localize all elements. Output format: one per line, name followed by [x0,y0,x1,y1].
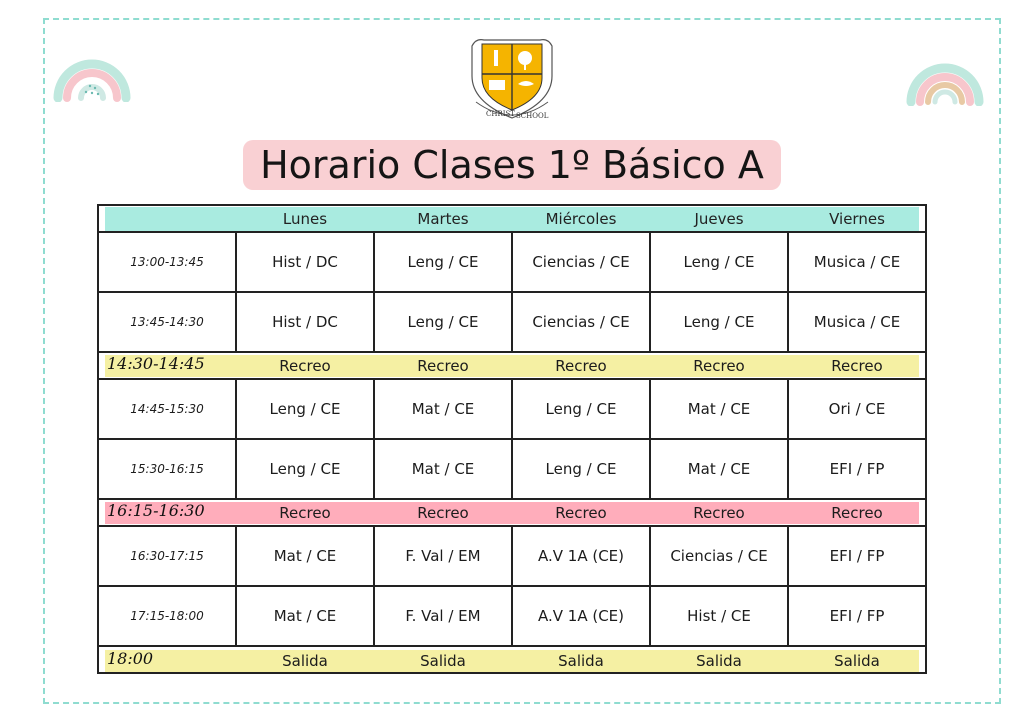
class-cell: Ori / CE [828,400,886,418]
class-cell: Hist / DC [272,313,338,331]
time-cell: 13:00-13:45 [130,255,204,269]
break-label: Recreo [417,357,469,375]
break-label: Recreo [279,504,331,522]
class-cell: EFI / FP [829,607,885,625]
class-cell: Ciencias / CE [532,253,630,271]
time-cell: 15:30-16:15 [130,462,204,476]
class-cell: Leng / CE [269,400,341,418]
class-cell: Leng / CE [545,460,617,478]
class-cell: Hist / CE [687,607,751,625]
break-label: Recreo [417,504,469,522]
break-label: Recreo [693,357,745,375]
school-crest-logo [466,32,558,126]
break-label: Recreo [555,504,607,522]
page-title: Horario Clases 1º Básico A [243,140,781,190]
break-label: Salida [834,652,880,670]
break-label: Recreo [831,504,883,522]
class-cell: F. Val / EM [405,607,481,625]
time-cell: 14:45-15:30 [130,402,204,416]
break-label: Salida [696,652,742,670]
class-cell: A.V 1A (CE) [537,547,625,565]
row-divider [97,525,927,527]
break-time-label: 16:15-16:30 [107,501,205,520]
class-cell: Ciencias / CE [532,313,630,331]
class-cell: Musica / CE [813,313,901,331]
day-header-lunes: Lunes [282,210,328,228]
class-cell: Ciencias / CE [670,547,768,565]
row-divider [97,378,927,380]
class-cell: A.V 1A (CE) [537,607,625,625]
day-header-miércoles: Miércoles [545,210,617,228]
class-cell: Musica / CE [813,253,901,271]
row-divider [97,351,927,353]
row-divider [97,231,927,233]
class-cell: EFI / FP [829,460,885,478]
time-cell: 13:45-14:30 [130,315,204,329]
break-label: Salida [282,652,328,670]
class-cell: Leng / CE [683,253,755,271]
row-divider [97,291,927,293]
class-cell: Leng / CE [545,400,617,418]
rainbow-right-icon [905,34,985,106]
day-header-jueves: Jueves [694,210,744,228]
logo-text-right: SCHOOL [516,112,549,120]
break-label: Recreo [693,504,745,522]
class-cell: EFI / FP [829,547,885,565]
time-cell: 16:30-17:15 [130,549,204,563]
row-divider [97,672,927,674]
logo-text-left: CHRIST [486,110,515,118]
rainbow-left-icon [52,30,132,102]
class-cell: F. Val / EM [405,547,481,565]
break-label: Recreo [555,357,607,375]
break-time-label: 18:00 [107,649,154,668]
row-divider [97,438,927,440]
row-divider [97,204,927,206]
day-header-martes: Martes [417,210,469,228]
break-label: Salida [558,652,604,670]
row-divider [97,585,927,587]
break-label: Recreo [831,357,883,375]
break-label: Salida [420,652,466,670]
class-cell: Mat / CE [273,547,337,565]
break-time-label: 14:30-14:45 [107,354,205,373]
class-cell: Mat / CE [687,400,751,418]
class-cell: Mat / CE [687,460,751,478]
class-cell: Mat / CE [411,460,475,478]
day-header-viernes: Viernes [829,210,885,228]
class-cell: Leng / CE [407,253,479,271]
class-cell: Mat / CE [411,400,475,418]
class-cell: Leng / CE [407,313,479,331]
row-divider [97,645,927,647]
class-cell: Leng / CE [269,460,341,478]
class-cell: Hist / DC [272,253,338,271]
break-label: Recreo [279,357,331,375]
row-divider [97,498,927,500]
class-cell: Mat / CE [273,607,337,625]
time-cell: 17:15-18:00 [130,609,204,623]
class-cell: Leng / CE [683,313,755,331]
